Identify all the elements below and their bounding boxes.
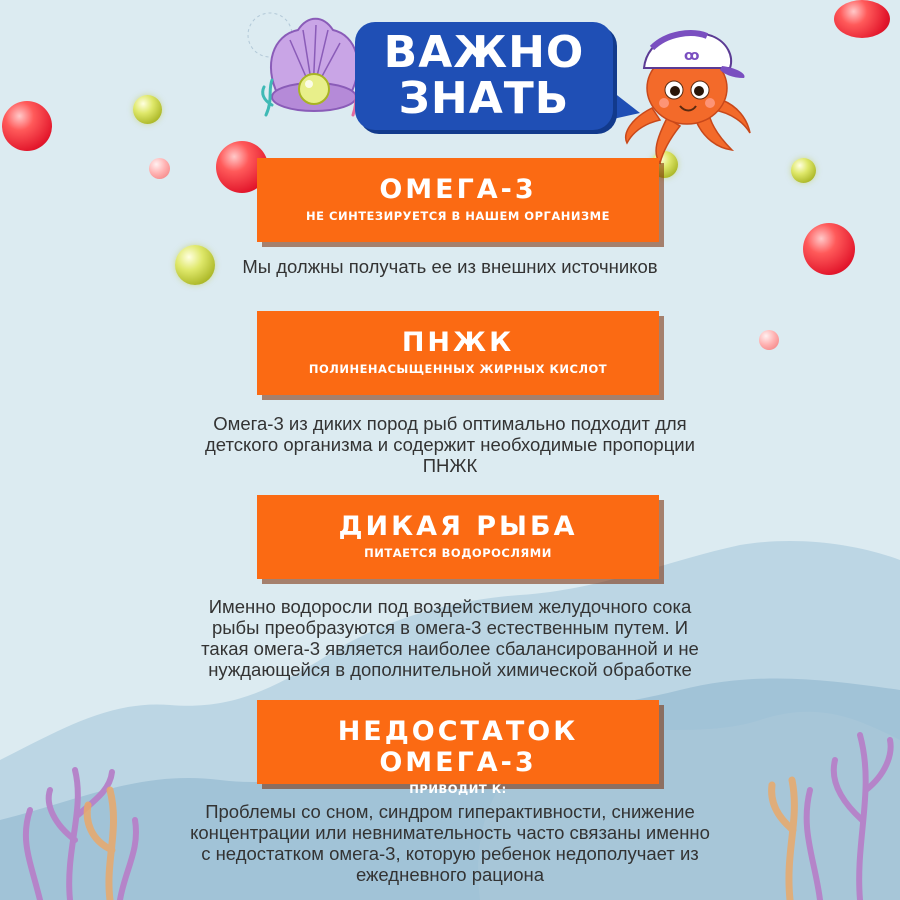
text-line: Именно водоросли под воздействием желудочного сока xyxy=(208,596,692,617)
text-line: Мы должны получать ее из внешних источников xyxy=(242,256,658,277)
text-line: концентрации или невнимательность часто связаны именно xyxy=(190,822,710,843)
section-title: ПНЖК xyxy=(401,327,515,358)
section-card-omega3 xyxy=(257,158,659,242)
octopus-mascot-icon xyxy=(622,18,752,168)
text-line: Омега-3 из диких пород рыб оптимально подходит для xyxy=(213,413,687,434)
section-title: ДИКАЯ РЫБА xyxy=(338,511,578,542)
section-subtitle: ПРИВОДИТ К: xyxy=(409,782,507,796)
section-card-pufa xyxy=(257,311,659,395)
text-line: нуждающейся в дополнительной химической обработке xyxy=(208,659,692,680)
text-line: ежедневного рациона xyxy=(355,864,545,885)
section-title: ОМЕГА-3 xyxy=(379,174,537,205)
decorative-bubble-pink xyxy=(149,158,170,179)
section-card-omega3-deficiency xyxy=(257,700,659,796)
decorative-bubble-red xyxy=(2,101,52,151)
text-line: с недостатком омега-3, которую ребенок недополучает из xyxy=(201,843,699,864)
text-line: Проблемы со сном, синдром гиперактивности, снижение xyxy=(205,801,695,822)
text-line: такая омега-3 является наиболее сбалансированной и не xyxy=(201,638,699,659)
text-line: детского организма и содержит необходимые пропорции xyxy=(205,434,695,455)
section-subtitle: ПОЛИНЕНАСЫЩЕННЫХ ЖИРНЫХ КИСЛОТ xyxy=(308,362,608,376)
page-title-line-2: ЗНАТЬ xyxy=(398,73,570,124)
title-speech-bubble xyxy=(355,22,613,130)
decorative-bubble-yellow xyxy=(133,95,162,124)
section-subtitle: НЕ СИНТЕЗИРУЕТСЯ В НАШЕМ ОРГАНИЗМЕ xyxy=(306,209,610,223)
svg-text:ꝏ: ꝏ xyxy=(684,48,700,64)
text-line: рыбы преобразуются в омега-3 естественным путем. И xyxy=(211,617,689,638)
text-line: ПНЖК xyxy=(422,455,478,476)
section-text xyxy=(150,256,750,277)
shell-icon xyxy=(258,5,368,130)
section-text xyxy=(150,596,750,680)
decorative-bubble-yellow xyxy=(791,158,816,183)
decorative-bubble-pink xyxy=(759,330,779,350)
page-title-line-1: ВАЖНО xyxy=(383,27,585,78)
decorative-bubble-red xyxy=(834,0,890,38)
section-title: НЕДОСТАТОК ОМЕГА-3 xyxy=(337,716,579,778)
section-subtitle: ПИТАЕТСЯ ВОДОРОСЛЯМИ xyxy=(364,546,552,560)
section-text xyxy=(150,413,750,476)
page-title xyxy=(355,27,613,124)
section-text xyxy=(150,801,750,885)
decorative-bubble-red xyxy=(803,223,855,275)
section-card-wild-fish xyxy=(257,495,659,579)
